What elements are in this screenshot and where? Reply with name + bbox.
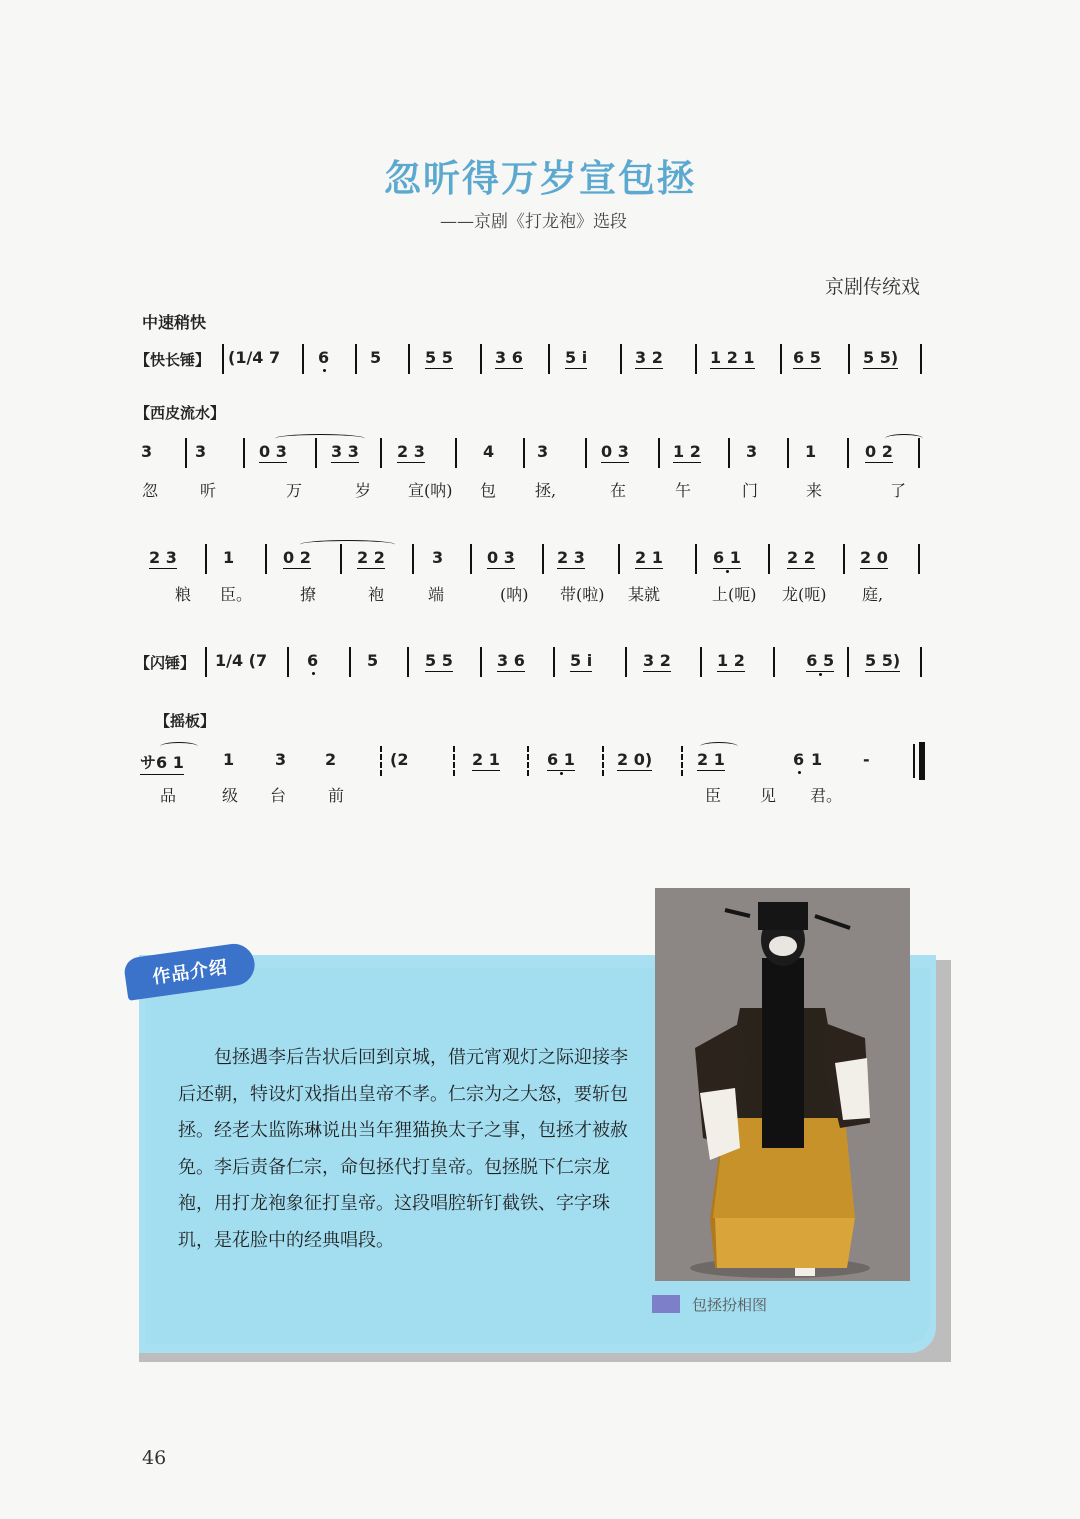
- lyric: 君。: [810, 786, 843, 805]
- score-note: 3: [195, 442, 207, 461]
- score-note: 3: [141, 442, 153, 461]
- barline: [407, 647, 409, 677]
- score-row-5: [135, 742, 935, 782]
- score-note: 5: [367, 651, 379, 670]
- barline: [843, 544, 845, 574]
- score-note: 3 6: [497, 651, 525, 670]
- lyric: 级: [222, 786, 239, 805]
- barline: [205, 647, 207, 677]
- barline: [847, 647, 849, 677]
- barline: [380, 438, 382, 468]
- page-number: 46: [142, 1447, 167, 1469]
- score-note: 6: [307, 651, 319, 670]
- score-note: 2 0): [617, 750, 653, 769]
- score-note: 1: [223, 548, 235, 567]
- score-note: 3: [275, 750, 287, 769]
- barline: [355, 344, 357, 374]
- score-note: 2 2: [787, 548, 815, 567]
- lyric: 忽: [142, 481, 159, 500]
- score-note: 0 2: [283, 548, 311, 567]
- score-note: 5 5): [863, 348, 899, 367]
- lyric: (呐): [500, 585, 529, 604]
- barline: [349, 647, 351, 677]
- barline: [222, 344, 224, 374]
- barline: [380, 746, 382, 776]
- score-note: 5: [370, 348, 382, 367]
- score-note: 3: [432, 548, 444, 567]
- score-note: (2: [390, 750, 409, 769]
- barline: [408, 344, 410, 374]
- row-label: 【西皮流水】: [135, 404, 226, 422]
- lyric: 袍: [368, 585, 385, 604]
- score-note: 3: [537, 442, 549, 461]
- slur-mark: [160, 742, 198, 751]
- score-row-4: [135, 643, 935, 683]
- intro-tag: 作品介绍: [123, 941, 258, 1001]
- barline: [585, 438, 587, 468]
- score-note: 3 3: [331, 442, 359, 461]
- score-note: 5 i: [570, 651, 593, 670]
- score-note: 6: [318, 348, 330, 367]
- barline: [920, 647, 922, 677]
- barline: [620, 344, 622, 374]
- score-row-3: [135, 540, 935, 580]
- score-note: 2 1: [472, 750, 500, 769]
- time-signature: 1/4 (7: [215, 651, 268, 670]
- lyric: 万: [286, 481, 303, 500]
- score-note: 0 3: [259, 442, 287, 461]
- lyric: 前: [328, 786, 345, 805]
- lyric: 庭,: [862, 585, 884, 604]
- score-note: 5 5): [865, 651, 901, 670]
- barline: [625, 647, 627, 677]
- time-signature: (1/4 7: [228, 348, 281, 367]
- score-note: 2 1: [697, 750, 725, 769]
- score-note: 3 2: [643, 651, 671, 670]
- barline: [681, 746, 683, 776]
- barline: [455, 438, 457, 468]
- barline: [918, 438, 920, 468]
- lyric: 门: [742, 481, 759, 500]
- barline: [527, 746, 529, 776]
- score-note: 2 0: [860, 548, 888, 567]
- caption-marker: [652, 1295, 680, 1313]
- row-label: 【闪锤】: [135, 654, 196, 672]
- score-note: 3 2: [635, 348, 663, 367]
- barline: [302, 344, 304, 374]
- barline: [847, 438, 849, 468]
- barline: [553, 647, 555, 677]
- final-barline: [919, 742, 925, 780]
- lyric: 在: [610, 481, 627, 500]
- lyric: 品: [160, 786, 177, 805]
- score-note: 5 i: [565, 348, 588, 367]
- barline: [470, 544, 472, 574]
- lyric: 带(啦): [560, 585, 605, 604]
- score-row-1: [135, 340, 935, 380]
- lyric: 听: [200, 481, 217, 500]
- score-note: 1 2: [673, 442, 701, 461]
- barline: [185, 438, 187, 468]
- photo-caption: 包拯扮相图: [692, 1296, 768, 1314]
- score-note: 1 2: [717, 651, 745, 670]
- barline: [920, 344, 922, 374]
- lyric: 臣。: [220, 585, 253, 604]
- song-source: 京剧传统戏: [824, 276, 920, 298]
- barline: [728, 438, 730, 468]
- barline: [787, 438, 789, 468]
- barline: [287, 647, 289, 677]
- barline: [695, 344, 697, 374]
- lyric: 岁: [355, 481, 372, 500]
- score-note: 5 5: [425, 651, 453, 670]
- lyric: 午: [675, 481, 692, 500]
- lyric: 端: [428, 585, 445, 604]
- lyric: 粮: [175, 585, 192, 604]
- score-note: 2 3: [557, 548, 585, 567]
- score-note: 0 2: [865, 442, 893, 461]
- barline: [453, 746, 455, 776]
- lyric: 撩: [300, 585, 317, 604]
- lyric: 上(呃): [712, 585, 757, 604]
- score-note: 6: [792, 750, 805, 769]
- lyric: 龙(呃): [782, 585, 827, 604]
- score-row-2: [135, 434, 935, 474]
- lyric: 台: [270, 786, 287, 805]
- barline: [243, 438, 245, 468]
- score-note: 1: [811, 750, 823, 769]
- barline: [658, 438, 660, 468]
- score-note: -: [863, 750, 870, 769]
- lyric: 包: [480, 481, 497, 500]
- score-note: 2 1: [635, 548, 663, 567]
- barline: [918, 544, 920, 574]
- score-note: 2 3: [149, 548, 177, 567]
- barline: [695, 544, 697, 574]
- score-note: 0 3: [601, 442, 629, 461]
- score-note: サ6 1: [140, 750, 184, 775]
- barline: [412, 544, 414, 574]
- score-note: 1 2 1: [710, 348, 755, 367]
- score-note: 3: [746, 442, 758, 461]
- lyric: 某就: [628, 585, 661, 604]
- barline: [773, 647, 775, 677]
- lyric: 见: [760, 786, 777, 805]
- score-note: 2: [325, 750, 337, 769]
- score-note: 6 5: [793, 348, 821, 367]
- barline: [780, 344, 782, 374]
- row-label: 【快长锤】: [135, 351, 211, 369]
- lyric: 臣: [705, 786, 722, 805]
- score-note: 4: [483, 442, 495, 461]
- song-title: 忽听得万岁宣包拯: [384, 156, 696, 200]
- barline: [848, 344, 850, 374]
- score-note: 1: [805, 442, 817, 461]
- barline: [542, 544, 544, 574]
- lyric: 了: [890, 481, 907, 500]
- score-note: 5 5: [425, 348, 453, 367]
- barline: [480, 647, 482, 677]
- barline: [548, 344, 550, 374]
- score-note: 6 1: [547, 750, 575, 769]
- lyric: 拯,: [535, 481, 557, 500]
- song-subtitle: ——京剧《打龙袍》选段: [440, 212, 627, 232]
- barline: [480, 344, 482, 374]
- score-note: 3 6: [495, 348, 523, 367]
- score-note: 6 1: [713, 548, 741, 567]
- score-note: 0 3: [487, 548, 515, 567]
- barline: [523, 438, 525, 468]
- barline: [205, 544, 207, 574]
- barline: [315, 438, 317, 468]
- bao-zheng-photo: [655, 888, 910, 1281]
- lyric: 来: [806, 481, 823, 500]
- tempo-marking: 中速稍快: [142, 313, 207, 332]
- barline: [602, 746, 604, 776]
- barline: [913, 744, 915, 778]
- barline: [618, 544, 620, 574]
- score-note: 2 3: [397, 442, 425, 461]
- barline: [700, 647, 702, 677]
- score-note: 2 2: [357, 548, 385, 567]
- score-note: 6 5: [806, 651, 835, 670]
- barline: [768, 544, 770, 574]
- slur-mark: [700, 742, 738, 751]
- score-note: 1: [223, 750, 235, 769]
- intro-text: 包拯遇李后告状后回到京城，借元宵观灯之际迎接李后还朝，特设灯戏指出皇帝不孝。仁宗为之大怒，要斩包拯。经老太监陈琳说出当年狸猫换太子之事，包拯才被赦免。李后责备仁宗，命包拯代打皇帝。包拯脱下仁宗龙袍，用打龙袍象征打皇帝。这段唱腔斩钉截铁、字字珠玑，是花脸中的经典唱段。: [178, 1047, 628, 1251]
- barline: [340, 544, 342, 574]
- lyric: 宣(呐): [408, 481, 453, 500]
- row-label: 【摇板】: [155, 712, 216, 730]
- barline: [265, 544, 267, 574]
